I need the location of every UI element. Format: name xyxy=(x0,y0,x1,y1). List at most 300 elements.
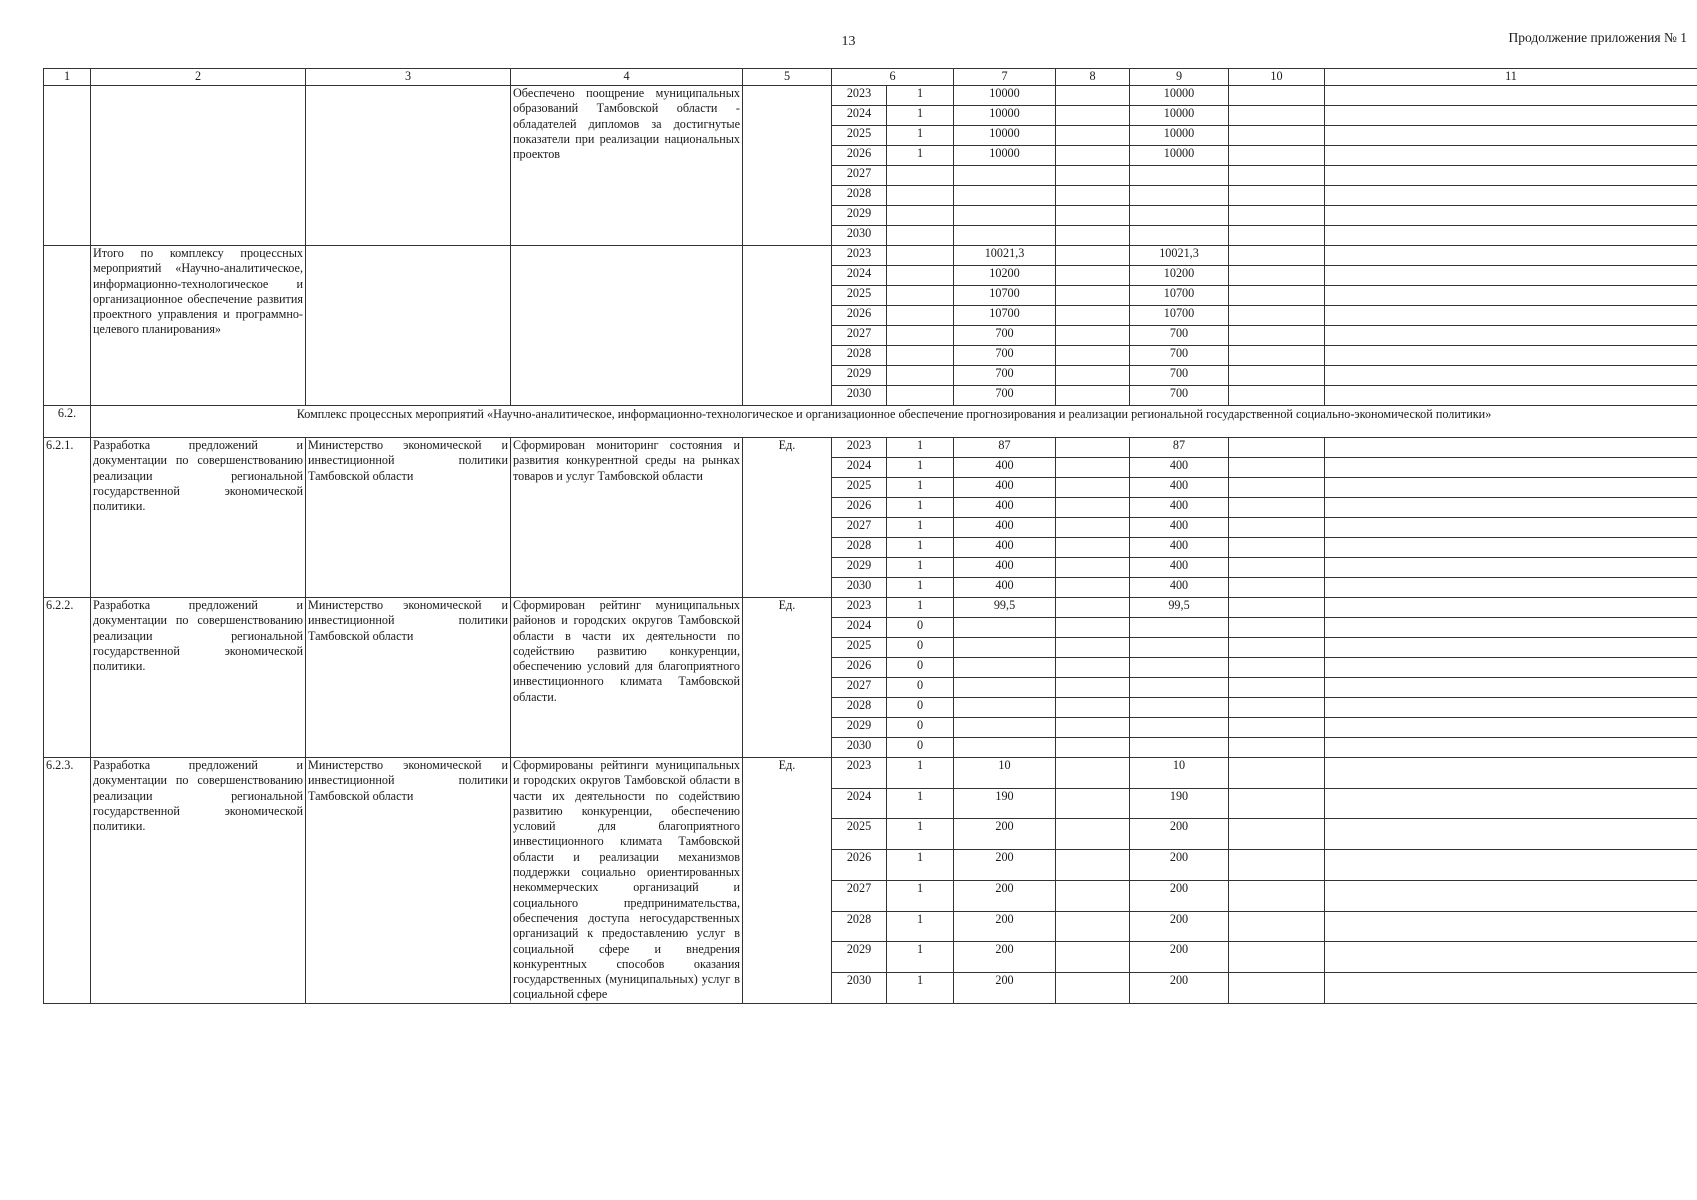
col-number-6: 6 xyxy=(832,69,954,86)
year-cell: 2029 xyxy=(832,206,887,226)
col9-cell: 400 xyxy=(1130,538,1229,558)
col9-cell: 10700 xyxy=(1130,286,1229,306)
unit-cell: Ед. xyxy=(743,598,832,758)
col-number-2: 2 xyxy=(91,69,306,86)
year-cell: 2023 xyxy=(832,758,887,789)
result-cell: Сформирован мониторинг состояния и развития конкурентной среды на рынках товаров и услуг Тамбовской области xyxy=(511,438,743,598)
col7-cell: 10700 xyxy=(954,286,1056,306)
year-cell: 2028 xyxy=(832,346,887,366)
col6-cell xyxy=(887,286,954,306)
col8-cell xyxy=(1056,880,1130,911)
col7-cell: 10000 xyxy=(954,106,1056,126)
col8-cell xyxy=(1056,819,1130,850)
col6-cell: 1 xyxy=(887,146,954,166)
col8-cell xyxy=(1056,788,1130,819)
col9-cell xyxy=(1130,718,1229,738)
year-cell: 2024 xyxy=(832,618,887,638)
year-cell: 2026 xyxy=(832,146,887,166)
col6-cell xyxy=(887,166,954,186)
executor-cell: Министерство экономической и инвестиционной политики Тамбовской области xyxy=(306,598,511,758)
col10-cell xyxy=(1229,973,1325,1004)
unit-cell xyxy=(743,86,832,246)
col-number-5: 5 xyxy=(743,69,832,86)
col9-cell: 200 xyxy=(1130,880,1229,911)
year-cell: 2030 xyxy=(832,386,887,406)
col10-cell xyxy=(1229,880,1325,911)
col11-cell xyxy=(1325,658,1697,678)
year-cell: 2027 xyxy=(832,518,887,538)
col11-cell xyxy=(1325,326,1697,346)
result-cell: Сформированы рейтинги муниципальных и городских округов Тамбовской области в части их деятельности по содействию развитию конкуренции, обеспечению условий для благоприятного инвестиционного климата Тамбовской области и реализации механизмов поддержки социально ориентированных некоммерческих организаций и социального предпринимательства, обеспечения доступа негосударственных организаций к предоставлению услуг в социальной сфере и внедрения конкурентных способов оказания государственных (муниципальных) услуг в социальной сфере xyxy=(511,758,743,1004)
col9-cell: 200 xyxy=(1130,942,1229,973)
col6-cell: 0 xyxy=(887,618,954,638)
name-cell xyxy=(91,86,306,246)
col-number-1: 1 xyxy=(44,69,91,86)
year-cell: 2026 xyxy=(832,498,887,518)
col11-cell xyxy=(1325,166,1697,186)
col9-cell: 700 xyxy=(1130,346,1229,366)
col9-cell: 10000 xyxy=(1130,126,1229,146)
appendix-table xyxy=(43,68,1697,1004)
col7-cell: 400 xyxy=(954,498,1056,518)
result-cell: Обеспечено поощрение муниципальных образований Тамбовской области - обладателей дипломов за достигнутые показатели при реализации национальных проектов xyxy=(511,86,743,246)
col9-cell: 10700 xyxy=(1130,306,1229,326)
col10-cell xyxy=(1229,106,1325,126)
col6-cell: 0 xyxy=(887,698,954,718)
year-cell: 2030 xyxy=(832,973,887,1004)
col8-cell xyxy=(1056,146,1130,166)
col11-cell xyxy=(1325,286,1697,306)
col9-cell: 200 xyxy=(1130,819,1229,850)
col8-cell xyxy=(1056,850,1130,881)
year-cell: 2023 xyxy=(832,246,887,266)
col8-cell xyxy=(1056,186,1130,206)
col11-cell xyxy=(1325,266,1697,286)
col9-cell: 10021,3 xyxy=(1130,246,1229,266)
col7-cell: 200 xyxy=(954,819,1056,850)
col11-cell xyxy=(1325,246,1697,266)
row-number-cell xyxy=(44,246,91,406)
col6-cell: 1 xyxy=(887,518,954,538)
section-row xyxy=(44,406,1697,438)
col6-cell: 1 xyxy=(887,911,954,942)
year-cell: 2029 xyxy=(832,366,887,386)
col6-cell: 1 xyxy=(887,850,954,881)
col9-cell: 700 xyxy=(1130,326,1229,346)
col10-cell xyxy=(1229,758,1325,789)
year-cell: 2026 xyxy=(832,658,887,678)
col8-cell xyxy=(1056,738,1130,758)
col6-cell: 0 xyxy=(887,678,954,698)
year-cell: 2024 xyxy=(832,458,887,478)
col10-cell xyxy=(1229,206,1325,226)
col7-cell xyxy=(954,226,1056,246)
col6-cell xyxy=(887,246,954,266)
year-cell: 2028 xyxy=(832,186,887,206)
col11-cell xyxy=(1325,558,1697,578)
col11-cell xyxy=(1325,819,1697,850)
col6-cell: 1 xyxy=(887,758,954,789)
year-row xyxy=(44,598,1697,618)
col8-cell xyxy=(1056,578,1130,598)
col11-cell xyxy=(1325,788,1697,819)
year-cell: 2024 xyxy=(832,106,887,126)
col7-cell xyxy=(954,738,1056,758)
col11-cell xyxy=(1325,386,1697,406)
col11-cell xyxy=(1325,942,1697,973)
col10-cell xyxy=(1229,718,1325,738)
col11-cell xyxy=(1325,973,1697,1004)
col6-cell: 1 xyxy=(887,538,954,558)
col6-cell xyxy=(887,266,954,286)
col7-cell: 10000 xyxy=(954,86,1056,106)
col9-cell: 200 xyxy=(1130,850,1229,881)
col8-cell xyxy=(1056,438,1130,458)
col9-cell xyxy=(1130,166,1229,186)
col9-cell xyxy=(1130,186,1229,206)
col9-cell: 10000 xyxy=(1130,146,1229,166)
year-cell: 2030 xyxy=(832,226,887,246)
col8-cell xyxy=(1056,306,1130,326)
col9-cell xyxy=(1130,206,1229,226)
col9-cell xyxy=(1130,638,1229,658)
year-cell: 2025 xyxy=(832,638,887,658)
col7-cell: 99,5 xyxy=(954,598,1056,618)
year-cell: 2029 xyxy=(832,558,887,578)
col11-cell xyxy=(1325,458,1697,478)
col10-cell xyxy=(1229,658,1325,678)
page-number: 13 xyxy=(841,34,856,49)
col7-cell: 87 xyxy=(954,438,1056,458)
col7-cell: 400 xyxy=(954,578,1056,598)
col7-cell: 10 xyxy=(954,758,1056,789)
col6-cell: 1 xyxy=(887,478,954,498)
col8-cell xyxy=(1056,386,1130,406)
col7-cell xyxy=(954,638,1056,658)
row-number-cell: 6.2.1. xyxy=(44,438,91,598)
executor-cell xyxy=(306,86,511,246)
year-cell: 2028 xyxy=(832,698,887,718)
col7-cell: 10000 xyxy=(954,146,1056,166)
col11-cell xyxy=(1325,598,1697,618)
year-cell: 2029 xyxy=(832,718,887,738)
name-cell: Разработка предложений и документации по совершенствованию реализации региональной государственной экономической политики. xyxy=(91,598,306,758)
col7-cell: 400 xyxy=(954,558,1056,578)
col9-cell: 200 xyxy=(1130,911,1229,942)
col8-cell xyxy=(1056,86,1130,106)
col6-cell: 1 xyxy=(887,558,954,578)
year-cell: 2024 xyxy=(832,266,887,286)
col-number-10: 10 xyxy=(1229,69,1325,86)
col9-cell xyxy=(1130,698,1229,718)
col11-cell xyxy=(1325,850,1697,881)
col-number-8: 8 xyxy=(1056,69,1130,86)
unit-cell xyxy=(743,246,832,406)
col10-cell xyxy=(1229,386,1325,406)
section-title: Комплекс процессных мероприятий «Научно-аналитическое, информационно-технологическое и организационное обеспечение прогнозирования и реализации региональной государственной социально-экономической политики» xyxy=(91,406,1697,438)
year-row xyxy=(44,86,1697,106)
row-number-cell xyxy=(44,86,91,246)
col10-cell xyxy=(1229,598,1325,618)
col9-cell: 10000 xyxy=(1130,86,1229,106)
col8-cell xyxy=(1056,598,1130,618)
col8-cell xyxy=(1056,973,1130,1004)
col6-cell: 1 xyxy=(887,788,954,819)
col6-cell: 0 xyxy=(887,658,954,678)
year-cell: 2027 xyxy=(832,678,887,698)
col11-cell xyxy=(1325,106,1697,126)
executor-cell: Министерство экономической и инвестиционной политики Тамбовской области xyxy=(306,758,511,1004)
col8-cell xyxy=(1056,478,1130,498)
year-row xyxy=(44,438,1697,458)
col7-cell xyxy=(954,206,1056,226)
col8-cell xyxy=(1056,246,1130,266)
col6-cell xyxy=(887,366,954,386)
col8-cell xyxy=(1056,538,1130,558)
year-cell: 2030 xyxy=(832,578,887,598)
section-number: 6.2. xyxy=(44,406,91,438)
col11-cell xyxy=(1325,498,1697,518)
col6-cell: 1 xyxy=(887,498,954,518)
col10-cell xyxy=(1229,306,1325,326)
col7-cell: 400 xyxy=(954,518,1056,538)
col8-cell xyxy=(1056,618,1130,638)
col6-cell: 1 xyxy=(887,942,954,973)
year-cell: 2026 xyxy=(832,850,887,881)
result-cell: Сформирован рейтинг муниципальных районов и городских округов Тамбовской области в части их деятельности по содействию развитию конкуренции, обеспечению условий для благоприятного инвестиционного климата Тамбовской области. xyxy=(511,598,743,758)
year-cell: 2029 xyxy=(832,942,887,973)
col7-cell: 700 xyxy=(954,346,1056,366)
year-cell: 2025 xyxy=(832,478,887,498)
col10-cell xyxy=(1229,166,1325,186)
col7-cell: 10021,3 xyxy=(954,246,1056,266)
year-cell: 2028 xyxy=(832,911,887,942)
col10-cell xyxy=(1229,266,1325,286)
unit-cell: Ед. xyxy=(743,438,832,598)
continuation-note: Продолжение приложения № 1 xyxy=(1508,30,1687,45)
col10-cell xyxy=(1229,146,1325,166)
col8-cell xyxy=(1056,206,1130,226)
row-number-cell: 6.2.3. xyxy=(44,758,91,1004)
col10-cell xyxy=(1229,126,1325,146)
year-cell: 2027 xyxy=(832,166,887,186)
column-number-row xyxy=(44,69,1697,86)
col6-cell xyxy=(887,386,954,406)
year-cell: 2024 xyxy=(832,788,887,819)
col6-cell: 1 xyxy=(887,880,954,911)
col10-cell xyxy=(1229,738,1325,758)
col10-cell xyxy=(1229,478,1325,498)
col7-cell: 10000 xyxy=(954,126,1056,146)
col7-cell xyxy=(954,678,1056,698)
col6-cell: 1 xyxy=(887,819,954,850)
col11-cell xyxy=(1325,86,1697,106)
col11-cell xyxy=(1325,478,1697,498)
col10-cell xyxy=(1229,366,1325,386)
col7-cell: 10200 xyxy=(954,266,1056,286)
col9-cell: 200 xyxy=(1130,973,1229,1004)
col9-cell: 700 xyxy=(1130,366,1229,386)
col-number-9: 9 xyxy=(1130,69,1229,86)
col7-cell: 700 xyxy=(954,326,1056,346)
col9-cell xyxy=(1130,738,1229,758)
col9-cell: 99,5 xyxy=(1130,598,1229,618)
col9-cell: 400 xyxy=(1130,518,1229,538)
col6-cell xyxy=(887,206,954,226)
result-cell xyxy=(511,246,743,406)
col8-cell xyxy=(1056,758,1130,789)
col9-cell: 400 xyxy=(1130,558,1229,578)
col9-cell: 190 xyxy=(1130,788,1229,819)
col8-cell xyxy=(1056,366,1130,386)
year-cell: 2028 xyxy=(832,538,887,558)
year-cell: 2025 xyxy=(832,126,887,146)
col9-cell: 400 xyxy=(1130,498,1229,518)
year-cell: 2030 xyxy=(832,738,887,758)
col7-cell: 700 xyxy=(954,366,1056,386)
col7-cell xyxy=(954,186,1056,206)
col6-cell: 0 xyxy=(887,738,954,758)
col11-cell xyxy=(1325,678,1697,698)
col10-cell xyxy=(1229,286,1325,306)
col-number-11: 11 xyxy=(1325,69,1697,86)
col11-cell xyxy=(1325,346,1697,366)
col8-cell xyxy=(1056,346,1130,366)
col7-cell: 700 xyxy=(954,386,1056,406)
col10-cell xyxy=(1229,538,1325,558)
year-cell: 2027 xyxy=(832,326,887,346)
col7-cell: 200 xyxy=(954,880,1056,911)
year-cell: 2023 xyxy=(832,86,887,106)
col9-cell: 700 xyxy=(1130,386,1229,406)
col6-cell: 0 xyxy=(887,718,954,738)
col11-cell xyxy=(1325,306,1697,326)
col6-cell xyxy=(887,306,954,326)
col10-cell xyxy=(1229,942,1325,973)
col11-cell xyxy=(1325,146,1697,166)
col11-cell xyxy=(1325,698,1697,718)
row-number-cell: 6.2.2. xyxy=(44,598,91,758)
col10-cell xyxy=(1229,186,1325,206)
year-row xyxy=(44,246,1697,266)
col6-cell: 1 xyxy=(887,598,954,618)
col7-cell: 190 xyxy=(954,788,1056,819)
col8-cell xyxy=(1056,166,1130,186)
col9-cell: 87 xyxy=(1130,438,1229,458)
col9-cell: 10000 xyxy=(1130,106,1229,126)
col8-cell xyxy=(1056,718,1130,738)
col7-cell: 200 xyxy=(954,850,1056,881)
col8-cell xyxy=(1056,942,1130,973)
col11-cell xyxy=(1325,880,1697,911)
col6-cell xyxy=(887,326,954,346)
col10-cell xyxy=(1229,558,1325,578)
col-number-7: 7 xyxy=(954,69,1056,86)
col11-cell xyxy=(1325,738,1697,758)
col10-cell xyxy=(1229,911,1325,942)
col9-cell xyxy=(1130,658,1229,678)
col11-cell xyxy=(1325,638,1697,658)
col10-cell xyxy=(1229,638,1325,658)
col8-cell xyxy=(1056,498,1130,518)
col8-cell xyxy=(1056,326,1130,346)
col8-cell xyxy=(1056,678,1130,698)
col7-cell: 400 xyxy=(954,538,1056,558)
col11-cell xyxy=(1325,206,1697,226)
year-cell: 2023 xyxy=(832,438,887,458)
col8-cell xyxy=(1056,911,1130,942)
col8-cell xyxy=(1056,558,1130,578)
col10-cell xyxy=(1229,518,1325,538)
col10-cell xyxy=(1229,226,1325,246)
col8-cell xyxy=(1056,518,1130,538)
col7-cell xyxy=(954,698,1056,718)
col6-cell: 1 xyxy=(887,973,954,1004)
col9-cell: 400 xyxy=(1130,458,1229,478)
col7-cell xyxy=(954,618,1056,638)
col11-cell xyxy=(1325,578,1697,598)
col8-cell xyxy=(1056,638,1130,658)
col11-cell xyxy=(1325,366,1697,386)
col11-cell xyxy=(1325,438,1697,458)
year-cell: 2025 xyxy=(832,819,887,850)
col9-cell: 400 xyxy=(1130,578,1229,598)
col9-cell: 10200 xyxy=(1130,266,1229,286)
col9-cell xyxy=(1130,618,1229,638)
col8-cell xyxy=(1056,658,1130,678)
col10-cell xyxy=(1229,246,1325,266)
col6-cell: 0 xyxy=(887,638,954,658)
col8-cell xyxy=(1056,458,1130,478)
year-cell: 2025 xyxy=(832,286,887,306)
col10-cell xyxy=(1229,498,1325,518)
col11-cell xyxy=(1325,226,1697,246)
col10-cell xyxy=(1229,86,1325,106)
col6-cell: 1 xyxy=(887,578,954,598)
col8-cell xyxy=(1056,226,1130,246)
col10-cell xyxy=(1229,578,1325,598)
col10-cell xyxy=(1229,698,1325,718)
executor-cell xyxy=(306,246,511,406)
name-cell: Разработка предложений и документации по совершенствованию реализации региональной государственной экономической политики. xyxy=(91,438,306,598)
col10-cell xyxy=(1229,346,1325,366)
col10-cell xyxy=(1229,678,1325,698)
col7-cell: 200 xyxy=(954,942,1056,973)
col7-cell: 400 xyxy=(954,458,1056,478)
col6-cell: 1 xyxy=(887,438,954,458)
col8-cell xyxy=(1056,286,1130,306)
col11-cell xyxy=(1325,911,1697,942)
col6-cell: 1 xyxy=(887,458,954,478)
name-cell: Разработка предложений и документации по совершенствованию реализации региональной государственной экономической политики. xyxy=(91,758,306,1004)
total-name-cell: Итого по комплексу процессных мероприятий «Научно-аналитическое, информационно-технологическое и организационное обеспечение развития проектного управления и программно-целевого планирования» xyxy=(91,246,306,406)
col11-cell xyxy=(1325,126,1697,146)
col9-cell: 10 xyxy=(1130,758,1229,789)
col8-cell xyxy=(1056,106,1130,126)
col6-cell: 1 xyxy=(887,86,954,106)
col8-cell xyxy=(1056,266,1130,286)
col8-cell xyxy=(1056,126,1130,146)
col-number-4: 4 xyxy=(511,69,743,86)
col9-cell xyxy=(1130,226,1229,246)
unit-cell: Ед. xyxy=(743,758,832,1004)
year-cell: 2027 xyxy=(832,880,887,911)
col8-cell xyxy=(1056,698,1130,718)
col11-cell xyxy=(1325,758,1697,789)
col10-cell xyxy=(1229,850,1325,881)
col7-cell xyxy=(954,658,1056,678)
col9-cell xyxy=(1130,678,1229,698)
